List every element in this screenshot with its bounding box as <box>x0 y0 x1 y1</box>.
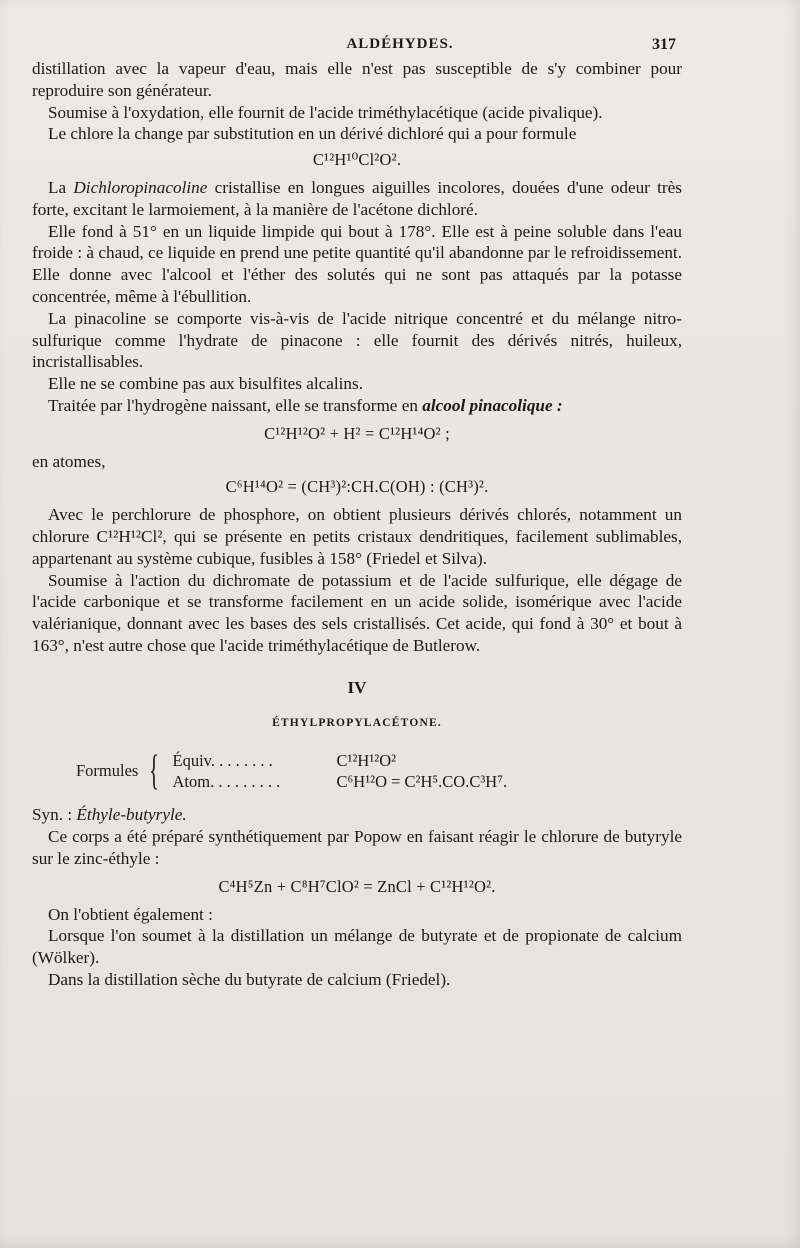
paragraph-12: On l'obtient également : <box>48 904 213 924</box>
paragraph-13: Lorsque l'on soumet à la distillation un mélange de butyrate et de propionate de calcium (Wölker). <box>32 926 682 968</box>
paragraph-10: Soumise à l'action du dichromate de potassium et de l'acide sulfurique, elle dégage de l'acide carbonique et se transforme facilement en un acide solide, isomérique avec l'acide valérianique, donnant avec les bases des sels cristallisés. Cet acide, qui fond à 30° et bout à 163°, n'est autre chose que l'acide triméthylacétique de Butlerow. <box>32 570 682 655</box>
synonym-line <box>32 804 682 826</box>
paragraph-7: Elle ne se combine pas aux bisulfites alcalins. <box>48 374 364 394</box>
body-text <box>32 58 682 991</box>
formules-rows <box>173 750 508 792</box>
paragraph-4-start: La <box>48 177 74 197</box>
paragraph-11: Ce corps a été préparé synthétiquement par Popow en faisant réagir le chlorure de butyryle sur le zinc-éthyle : <box>32 827 682 868</box>
formule-row-equiv <box>173 750 508 771</box>
formule-name: Atom. . . . . . . . . <box>172 772 281 792</box>
formules-label: Formules <box>76 761 139 781</box>
formule-value: C¹²H¹²O² <box>336 751 397 771</box>
paragraph-4-end: cristallise en longues aiguilles incolores, douées d'une odeur très forte, excitant le larmoiement, à la manière de l'acétone dichloré. <box>32 177 682 219</box>
section-title: ÉTHYLPROPYLACÉTONE. <box>272 716 442 729</box>
formula-synthesis: C⁴H⁵Zn + C⁸H⁷ClO² = ZnCl + C¹²H¹²O². <box>218 876 496 896</box>
en-atomes-label: en atomes, <box>32 451 106 471</box>
paragraph-9: Avec le perchlorure de phosphore, on obtient plusieurs dérivés chlorés, notamment un chlorure C¹²H¹²Cl², qui se présente en petits cristaux dendritiques, facilement sublimables, appartenant au système cubique, fusibles à 158° (Friedel et Silva). <box>32 505 682 568</box>
paragraph-3: Le chlore la change par substitution en un dérivé dichloré qui a pour formule <box>48 124 577 144</box>
formula-dichloro: C¹²H¹⁰Cl²O². <box>312 150 402 170</box>
section-number: IV <box>347 677 367 697</box>
paragraph-6: La pinacoline se comporte vis-à-vis de l'acide nitrique concentré et du mélange nitro-sulfurique comme l'hydrate de pinacone : elle fournit des dérivés nitrés, huileux, incristallisables. <box>32 308 682 372</box>
paragraph-1: distillation avec la vapeur d'eau, mais elle n'est pas susceptible de s'y combiner pour reproduire son générateur. <box>32 59 682 100</box>
paragraph-8-start: Traitée par l'hydrogène naissant, elle se transforme en <box>48 395 423 415</box>
formules-block <box>76 748 682 795</box>
synonym-value: Éthyle-butyryle. <box>76 805 187 825</box>
compound-name: Dichloropinacoline <box>73 177 208 197</box>
brace-icon: { <box>149 748 160 795</box>
paragraph-5: Elle fond à 51° en un liquide limpide qui bout à 178°. Elle est à peine soluble dans l'eau froide : à chaud, ce liquide en prend une petite quantité qu'il abandonne par le refroidissement. Elle donne avec l'alcool et l'éther des solutés qui ne sont pas attaqués par la potasse concentrée, même à l'ébullition. <box>32 221 682 306</box>
page-number: 317 <box>652 36 676 53</box>
formula-hydrogenation: C¹²H¹²O² + H² = C¹²H¹⁴O² ; <box>264 423 450 443</box>
paragraph-14: Dans la distillation sèche du butyrate de calcium (Friedel). <box>48 969 451 989</box>
paragraph-8 <box>32 395 682 417</box>
formula-atoms: C⁶H¹⁴O² = (CH³)²:CH.C(OH) : (CH³)². <box>225 477 489 497</box>
paragraph-2: Soumise à l'oxydation, elle fournit de l'acide triméthylacétique (acide pivalique). <box>48 102 603 122</box>
running-head <box>0 36 800 56</box>
formule-value: C⁶H¹²O = C²H⁵.CO.C³H⁷. <box>336 772 508 792</box>
running-title: ALDÉHYDES. <box>346 36 454 52</box>
paragraph-4 <box>32 177 682 221</box>
formule-name: Équiv. . . . . . . . <box>172 751 273 771</box>
synonym-label: Syn. : <box>32 805 77 825</box>
formule-row-atom <box>173 771 508 792</box>
alcool-pinacolique-term: alcool pinacolique : <box>422 395 563 415</box>
